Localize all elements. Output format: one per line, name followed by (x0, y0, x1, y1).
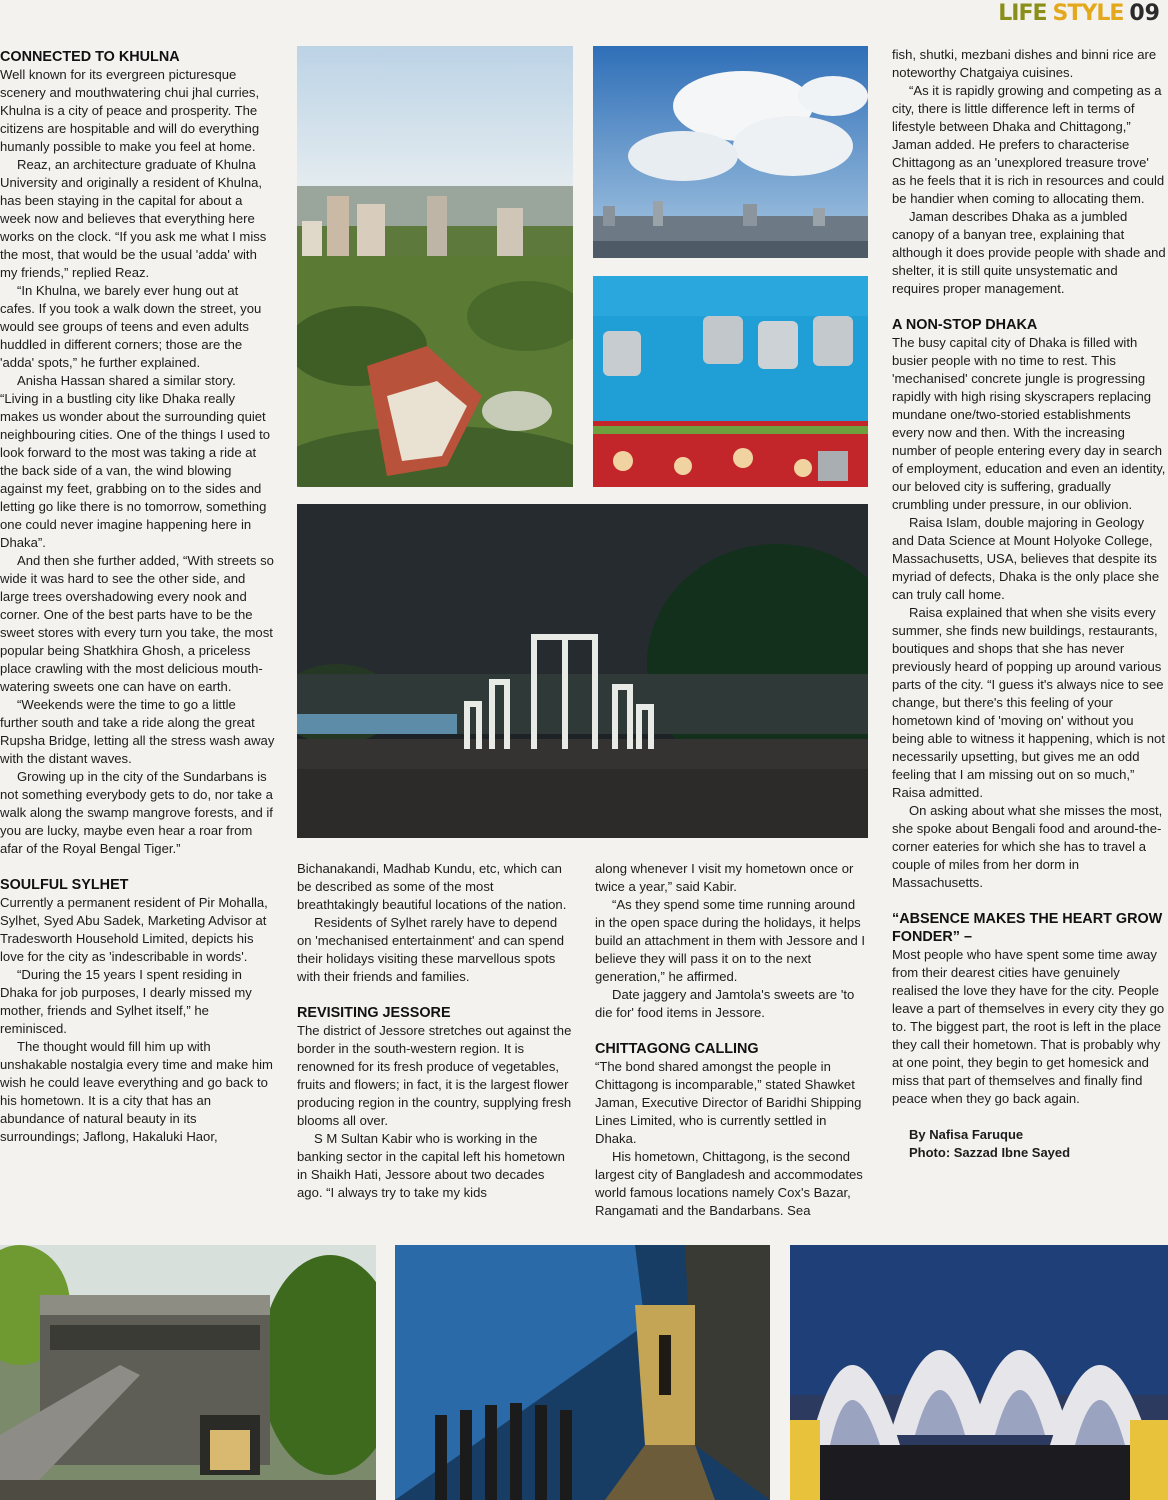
paragraph: Currently a permanent resident of Pir Mohalla, Sylhet, Syed Abu Sadek, Marketing Advisor at Tradesworth Household Limited, depicts his love for the city as 'indescribable in words'. (0, 895, 268, 964)
paragraph: “Weekends were the time to go a little further south and take a ride along the great Rupsha Bridge, letting all the stress wash away with the distant waves. (0, 697, 275, 766)
photo-old-building (0, 1245, 376, 1500)
paragraph: Well known for its evergreen picturesque scenery and mouthwatering chui jhal curries, Khulna is a city of peace and prosperity. The citizens are hospitable and will do everything humanly possible to make you feel at home. (0, 67, 260, 154)
paragraph: Date jaggery and Jamtola's sweets are 'to die for' food items in Jessore. (595, 987, 855, 1020)
paragraph: Residents of Sylhet rarely have to depend on 'mechanised entertainment' and can spend their holidays visiting these marvellous spots with their friends and families. (297, 915, 565, 984)
paragraph: Anisha Hassan shared a similar story. “Living in a bustling city like Dhaka really makes us wonder about the surrounding quiet neighbouring cities. One of the things I used to look forward to the most was taking a ride at the back side of a van, the wind blowing against my feet, grabbing on to the sides and letting go like there is no tomorrow, something one could never imagine happening here in Dhaka”. (0, 373, 271, 550)
column-4 (892, 46, 1166, 1162)
paragraph: S M Sultan Kabir who is working in the banking sector in the capital left his hometown in Shaikh Hati, Jessore about two decades ago. “I always try to take my kids (297, 1131, 565, 1200)
photo-khulna-aerial (297, 46, 573, 487)
paragraph: Jaman describes Dhaka as a jumbled canopy of a banyan tree, explaining that although it does provide people with shade and shelter, it is still quite unsystematic and requires proper management. (892, 209, 1166, 296)
paragraph: His hometown, Chittagong, is the second largest city of Bangladesh and accommodates world famous locations namely Cox's Bazar, Rangamati and the Bandarbans. Sea (595, 1149, 863, 1218)
paragraph: Growing up in the city of the Sundarbans is not something everybody gets to do, nor take a walk along the swamp mangrove forests, and if you are lucky, maybe even hear a roar from afar of the Royal Bengal Tiger.” (0, 769, 273, 856)
masthead (998, 0, 1160, 26)
paragraph: Bichanakandi, Madhab Kundu, etc, which can be described as some of the most breathtakingly beautiful locations of the nation. (297, 861, 567, 912)
paragraph: “The bond shared amongst the people in Chittagong is incomparable,” stated Shawket Jaman, Executive Director of Baridhi Shipping Lines Limited, who is currently settled in Dhaka. (595, 1059, 862, 1146)
byline: By Nafisa Faruque (909, 1127, 1024, 1142)
photo-narrow-alley (395, 1245, 770, 1500)
paragraph: Raisa explained that when she visits every summer, she finds new buildings, restaurants, boutiques and shops that she has never previously heard of popping up around various parts of the city. “I guess it's always nice to see change, but there's this feeling of your hometown kind of 'moving on' without you being able to witness it happening, which is not necessarily upsetting, but gives me an odd feeling that I am missing out on so much,” Raisa admitted. (892, 605, 1165, 800)
photo-shaheed-minar (297, 504, 868, 838)
photo-credit: Photo: Sazzad Ibne Sayed (909, 1145, 1071, 1160)
photo-city-skyline (593, 46, 868, 258)
heading-chittagong: CHITTAGONG CALLING (595, 1041, 759, 1057)
photo-tea-cups (593, 276, 868, 487)
paragraph: Raisa Islam, double majoring in Geology and Data Science at Mount Holyoke College, Massachusetts, USA, believes that despite its myriad of defects, Dhaka is the only place she can truly call home. (892, 515, 1160, 602)
heading-absence: “ABSENCE MAKES THE HEART GROW FONDER” – (892, 911, 1163, 945)
paragraph: “As it is rapidly growing and competing as a city, there is little difference left in terms of lifestyle between Dhaka and Chittagong,” Jaman added. He prefers to characterise Chittagong as an 'unexplored treasure trove' as he feels that it is rich in resources and could be handier when coming to allocating them. (892, 83, 1165, 206)
paragraph: Most people who have spent some time away from their dearest cities have genuinely realised the love they have for the city. People leave a part of themselves in every city they go to. The biggest part, the root is left in the place they call their hometown. That is probably why at one point, they begin to get homesick and miss that part of themselves and finally find peace when they go back again. (892, 947, 1165, 1106)
masthead-life: LIFE (998, 0, 1047, 26)
paragraph: And then she further added, “With streets so wide it was hard to see the other side, and large trees overshadowing every nook and corner. One of the best parts have to be the sweet stores with every turn you take, the most popular being Shatkhira Ghosh, a priceless place crawling with the most delicious mouth-watering sweets one can have on earth. (0, 553, 274, 694)
heading-jessore: REVISITING JESSORE (297, 1005, 451, 1021)
paragraph: “As they spend some time running around in the open space during the holidays, it helps build an attachment in them with Jessore and I believe they will pass it on to the next generation,” he affirmed. (595, 897, 866, 984)
column-1 (0, 48, 275, 1146)
heading-khulna: CONNECTED TO KHULNA (0, 49, 180, 65)
column-2 (297, 860, 572, 1202)
masthead-style: STYLE (1052, 0, 1124, 26)
paragraph: along whenever I visit my hometown once or twice a year,” said Kabir. (595, 861, 854, 894)
paragraph: “During the 15 years I spent residing in Dhaka for job purposes, I dearly missed my mother, friends and Sylhet itself,” he reminisced. (0, 967, 252, 1036)
paragraph: Reaz, an architecture graduate of Khulna University and originally a resident of Khulna, has been staying in the capital for about a week now and believes that everything here works on the clock. “If you ask me what I miss the most, that would be the usual 'adda' with my friends,” replied Reaz. (0, 157, 267, 280)
page-number: 09 (1129, 0, 1160, 26)
heading-sylhet: SOULFUL SYLHET (0, 877, 129, 893)
paragraph: “In Khulna, we barely ever hung out at cafes. If you took a walk down the street, you would see groups of teens and even adults huddled in different corners; those are the 'adda' spots,” he further explained. (0, 283, 262, 370)
paragraph: The thought would fill him up with unshakable nostalgia every time and make him wish he could leave everything and go back to his hometown. It is a city that has an abundance of natural beauty in its surroundings; Jaflong, Hakaluki Haor, (0, 1039, 273, 1144)
heading-dhaka: A NON-STOP DHAKA (892, 317, 1038, 333)
photo-shell-architecture (790, 1245, 1168, 1500)
paragraph: fish, shutki, mezbani dishes and binni rice are noteworthy Chatgaiya cuisines. (892, 47, 1157, 80)
paragraph: The district of Jessore stretches out against the border in the south-western region. It is renowned for its fresh produce of vegetables, fruits and flowers; in fact, it is the largest flower producing region in the country, supplying fresh blooms all over. (297, 1023, 572, 1128)
paragraph: On asking about what she misses the most, she spoke about Bengali food and around-the-corner eateries for which she has to travel a couple of miles from her dorm in Massachusetts. (892, 803, 1163, 890)
paragraph: The busy capital city of Dhaka is filled with busier people with no time to rest. This 'mechanised' concrete jungle is progressing rapidly with high rising skyscrapers replacing mundane one/two-storied establishments every now and then. With the increasing number of people entering every day in search of employment, education and even an identity, our beloved city is suffering, gradually crumbling under pressure, in our oblivion. (892, 335, 1166, 512)
column-3 (595, 860, 867, 1220)
